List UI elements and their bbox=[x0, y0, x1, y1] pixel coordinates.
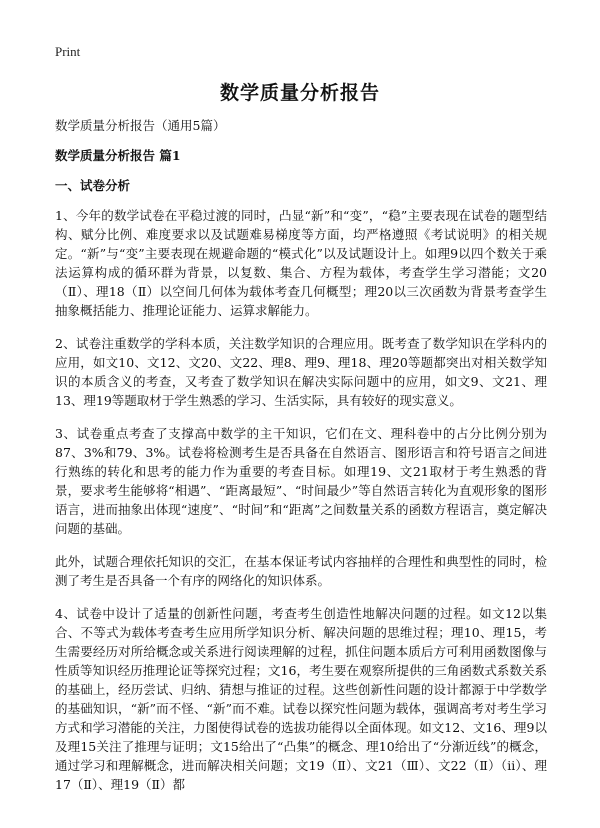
section-heading: 一、试卷分析 bbox=[55, 178, 131, 193]
print-label: Print bbox=[55, 44, 81, 59]
paragraph-5: 4、试卷中设计了适量的创新性问题，考查考生创造性地解决问题的过程。如文12以集合、不等式为载体考查考生应用所学知识分析、解决问题的思维过程；理10、理15，考生需要经历对所给概念或关系进行阅读理解的过程，抓住问题本质后方可利用函数图像与性质等知识经历推理论证等探究过程；文16，考生要在观察所提供的三角函数式系数关系的基础上，经历尝试、归纳、猜想与推证的过程。这些创新性问题的设计都源于中学数学的基础知识，“新”而不怪、“新”而不难。试卷以探究性问题为载体，强调高考对考生学习方式和学习潜能的关注，力图使得试卷的选拔功能得以全面体现。如文12、文16、理9以及理15关注了推理与证明；文15给出了“凸集”的概念、理10给出了“分渐近线”的概念，通过学习和理解概念，进而解决相关问题；文19（Ⅱ）、文21（Ⅲ）、文22（Ⅱ）（ii）、理17（Ⅱ）、理19（Ⅱ）都 bbox=[55, 606, 547, 792]
paragraph-3: 3、试卷重点考查了支撑高中数学的主干知识，它们在文、理科卷中的占分比例分别为87、3%和79、3%。试卷将检测考生是否具备在自然语言、图形语言和符号语言之间进行熟练的转化和思考的能力作为重要的考查目标。如理19、文21取材于考生熟悉的背景，要求考生能够将“相遇”、“距离最短”、“时间最少”等自然语言转化为直观形象的图形语言，进而抽象出体现“速度”、“时间”和“距离”之间数量关系的函数方程语言，奠定解决问题的基础。 bbox=[55, 426, 547, 536]
document-subtitle: 数学质量分析报告（通用5篇） bbox=[55, 118, 226, 133]
document-body bbox=[55, 116, 547, 808]
paragraph-1: 1、今年的数学试卷在平稳过渡的同时，凸显“新”和“变”，“稳”主要表现在试卷的题型结构、赋分比例、难度要求以及试题难易梯度等方面，均严格遵照《考试说明》的相关规定。“新”与“变”主要表现在规避命题的“模式化”以及试题设计上。如理9以四个数关于乘法运算构成的循环群为背景，以复数、集合、方程为载体，考查学生学习潜能；文20（Ⅱ）、理18（Ⅱ）以空间几何体为载体考查几何概型；理20以三次函数为背景考查学生抽象概括能力、推理论证能力、运算求解能力。 bbox=[55, 208, 547, 318]
paragraph-2: 2、试卷注重数学的学科本质，关注数学知识的合理应用。既考查了数学知识在学科内的应用，如文10、文12、文20、文22、理8、理9、理18、理20等题都突出对相关数学知识的本质含义的考查，又考查了数学知识在解决实际问题中的应用，如文9、文21、理13、理19等题取材于学生熟悉的学习、生活实际，具有较好的现实意义。 bbox=[55, 336, 547, 408]
article-heading: 数学质量分析报告 篇1 bbox=[55, 148, 181, 163]
paragraph-4: 此外，试题合理依托知识的交汇，在基本保证考试内容抽样的合理性和典型性的同时，检测了考生是否具备一个有序的网络化的知识体系。 bbox=[55, 554, 547, 588]
document-title: 数学质量分析报告 bbox=[219, 82, 380, 104]
